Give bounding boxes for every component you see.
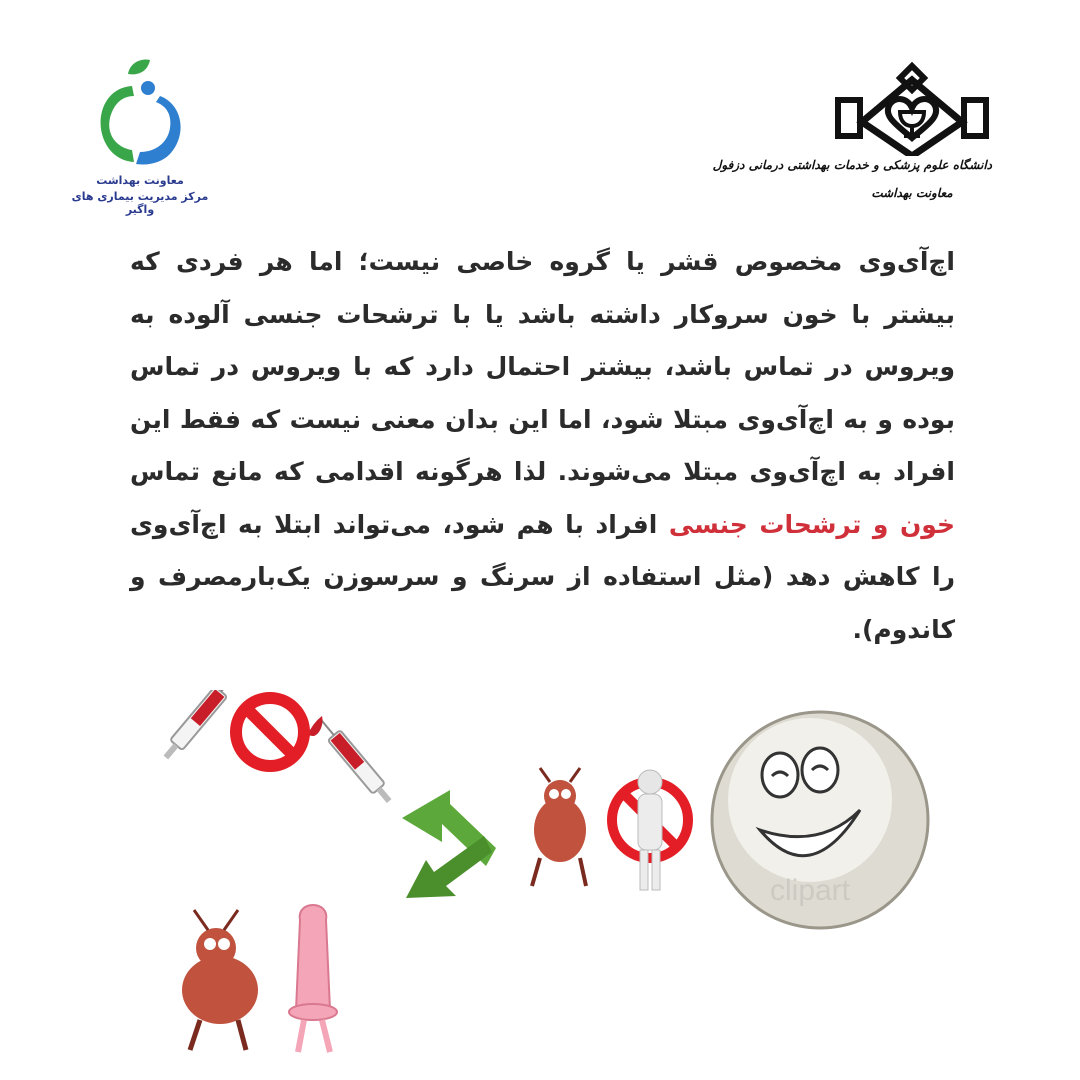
paragraph-part-2: افراد با هم شود، می‌تواند ابتلا به اچ‌آی‌وی را کاهش دهد (مثل استفاده از سرنگ و سرسوزن یک‌بارمصرف و کاندوم). <box>130 509 955 644</box>
health-deputy-logo <box>70 58 210 216</box>
condom-character-icon <box>289 905 337 1052</box>
prohibition-sign-top-icon <box>236 698 304 766</box>
virus-bug-center-icon <box>532 768 586 886</box>
logo-right-line2: معاونت بهداشت <box>871 186 953 200</box>
prevention-illustration <box>120 690 1020 1070</box>
virus-bug-bottom-icon <box>182 910 258 1050</box>
health-logo-icon <box>70 58 210 173</box>
white-blood-cell-character-icon <box>712 712 928 928</box>
green-arrows-icon <box>402 790 496 898</box>
no-contact-person-icon <box>612 770 688 890</box>
logo-left-line2: مرکز مدیریت بیماری های واگیر <box>71 190 209 216</box>
logo-left-line1: معاونت بهداشت <box>96 174 184 187</box>
university-emblem-icon <box>832 60 992 156</box>
university-logo <box>712 60 992 220</box>
syringe-right-icon <box>314 713 396 806</box>
watermark: clipart <box>769 874 851 907</box>
paragraph-part-1: اچ‌آی‌وی مخصوص قشر یا گروه خاصی نیست؛ اما هر فردی که بیشتر با خون سروکار داشته باشد یا با ترشحات جنسی آلوده به ویروس در تماس باشد، بیشتر احتمال دارد که با ویروس در تماس بوده و به اچ‌آی‌وی مبتلا شود، اما این بدان معنی نیست که فقط این افراد به اچ‌آی‌وی مبتلا می‌شوند. لذا هرگونه اقدامی که مانع تماس <box>130 247 955 486</box>
hiv-info-paragraph <box>130 236 955 656</box>
highlighted-phrase: خون و ترشحات جنسی <box>668 509 955 539</box>
logo-right-line1: دانشگاه علوم پزشکی و خدمات بهداشتی درمانی دزفول <box>712 158 992 172</box>
blood-drop-icon <box>308 716 323 736</box>
